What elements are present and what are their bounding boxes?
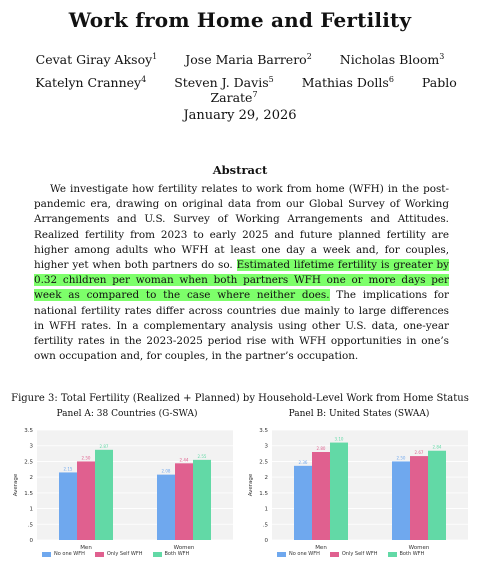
abstract-heading: Abstract xyxy=(212,163,268,177)
y-tick-label: 0 xyxy=(264,538,268,544)
abstract-highlight: Estimated lifetime fertility is greater by 0.32 children per woman when both partners WFH one or more days per week as compared to the case where neither does. xyxy=(34,259,449,302)
legend-swatch xyxy=(330,552,339,557)
bar xyxy=(294,466,312,540)
panel-a-title: Panel A: 38 Countries (G-SWA) xyxy=(56,409,198,419)
y-tick-label: 2.5 xyxy=(24,459,33,466)
y-tick-label: 2.5 xyxy=(259,459,268,466)
legend-label: Both WFH xyxy=(399,551,425,557)
data-label: 2.08 xyxy=(161,468,171,474)
legend-item xyxy=(153,551,190,557)
x-tick-label: Men xyxy=(80,545,92,551)
bar xyxy=(193,460,211,540)
legend-swatch xyxy=(153,552,162,557)
author: Pablo Zarate$^7$ xyxy=(210,75,457,106)
y-tick-label: 1 xyxy=(264,506,268,513)
data-label: 2.87 xyxy=(99,443,109,449)
y-tick-label: 1.5 xyxy=(259,490,268,497)
author: Steven J. Davis$^5$ xyxy=(174,75,274,91)
data-label: 2.50 xyxy=(396,455,406,461)
legend-swatch xyxy=(95,552,104,557)
panel-b-legend xyxy=(277,551,424,557)
legend-label: Both WFH xyxy=(164,551,190,557)
data-label: 2.84 xyxy=(432,444,442,450)
abstract-text: The implications for national fertility rates differ across countries due mainly to large differences in WFH rates. In a complementary analysis using other U.S. data, one-year fertility rates in the 2023-2025 period rise with WFH opportunities in one’s own occupation and, for couples, in the partner’s occupation. xyxy=(34,289,449,363)
legend-label: Only Self WFH xyxy=(341,551,378,557)
x-tick-label: Men xyxy=(315,545,327,551)
bar xyxy=(157,475,175,540)
y-tick-label: 1.5 xyxy=(24,490,33,497)
legend-swatch xyxy=(42,552,51,557)
legend-label: No one WFH xyxy=(289,551,320,557)
panel-a-chart xyxy=(5,420,240,555)
paper-title: Work from Home and Fertility xyxy=(68,8,412,32)
legend-item xyxy=(95,551,143,557)
bar xyxy=(312,452,330,540)
data-label: 2.67 xyxy=(414,450,424,456)
bar xyxy=(330,443,348,540)
y-tick-label: 0 xyxy=(29,538,33,544)
author-row-2 xyxy=(0,75,480,105)
data-label: 2.80 xyxy=(316,446,326,451)
bar xyxy=(392,461,410,540)
data-label: 2.44 xyxy=(179,457,189,463)
abstract-body xyxy=(34,182,449,364)
author: Jose Maria Barrero$^2$ xyxy=(185,52,312,68)
data-label: 2.36 xyxy=(298,459,308,465)
bar xyxy=(428,451,446,540)
legend-label: No one WFH xyxy=(54,551,85,557)
legend-swatch xyxy=(277,552,286,557)
y-tick-label: 3 xyxy=(264,443,268,450)
author: Mathias Dolls$^6$ xyxy=(301,75,394,91)
x-tick-label: Women xyxy=(173,545,195,551)
y-tick-label: 3.5 xyxy=(259,428,268,434)
data-label: 2.50 xyxy=(81,455,91,461)
bar xyxy=(59,472,77,540)
legend-item xyxy=(330,551,378,557)
author-row-1 xyxy=(0,52,480,67)
y-tick-label: 1 xyxy=(29,506,33,513)
y-tick-label: .5 xyxy=(262,522,268,529)
panel-a-legend xyxy=(42,551,189,557)
y-tick-label: 3 xyxy=(29,443,33,450)
panel-b-title: Panel B: United States (SWAA) xyxy=(288,409,430,419)
figure-caption: Figure 3: Total Fertility (Realized + Planned) by Household-Level Work from Home Status xyxy=(11,393,469,404)
bar xyxy=(410,456,428,540)
data-label: 2.15 xyxy=(63,466,73,472)
author: Nicholas Bloom$^3$ xyxy=(339,52,445,68)
author: Katelyn Cranney$^4$ xyxy=(35,75,147,91)
y-tick-label: 3.5 xyxy=(24,428,33,434)
bar xyxy=(77,461,95,540)
x-tick-label: Women xyxy=(408,545,430,551)
legend-label: Only Self WFH xyxy=(106,551,143,557)
y-tick-label: .5 xyxy=(27,522,33,529)
legend-item xyxy=(277,551,320,557)
abstract-text: We investigate how fertility relates to work from home (WFH) in the post-pandemic era, drawing on original data from our Global Survey of Working Arrangements and U.S. Survey of Working Arrangements and Attitudes. Realized fertility from 2023 to early 2025 and future planned fertility are higher among adults who WFH at least one day a week and, for couples, higher yet when both partners do so. xyxy=(34,183,449,272)
y-axis-label: Average xyxy=(248,473,254,497)
legend-item xyxy=(42,551,85,557)
y-tick-label: 2 xyxy=(264,475,268,482)
legend-item xyxy=(388,551,425,557)
legend-swatch xyxy=(388,552,397,557)
bar xyxy=(95,450,113,540)
data-label: 3.10 xyxy=(334,436,344,442)
panel-b-chart xyxy=(240,420,475,555)
paper-date: January 29, 2026 xyxy=(183,108,297,123)
bar xyxy=(175,463,193,540)
y-axis-label: Average xyxy=(13,473,19,497)
y-tick-label: 2 xyxy=(29,475,33,482)
author: Cevat Giray Aksoy$^1$ xyxy=(35,52,158,68)
data-label: 2.55 xyxy=(197,453,207,459)
